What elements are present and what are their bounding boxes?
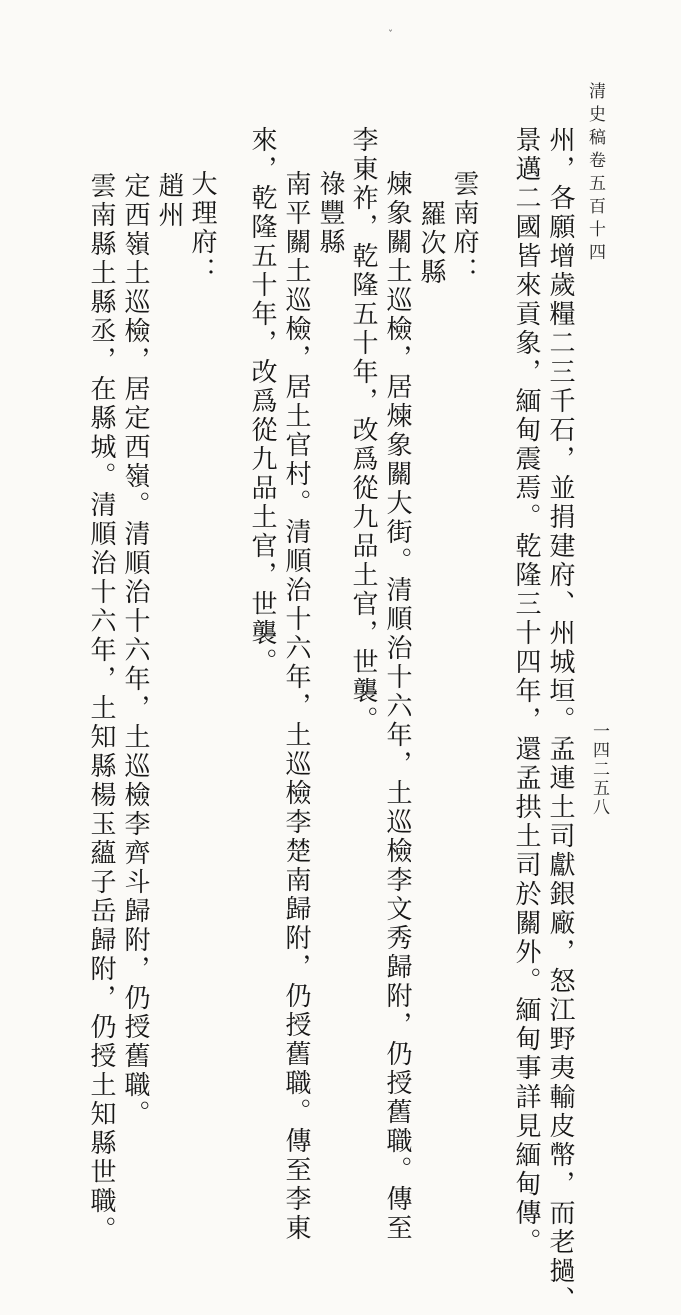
- text-column-1: 州，各願增歲糧二三千石，並捐建府、州城垣。孟連土司獻銀廠，怒江野夷輸皮幣，而老撾、: [545, 126, 575, 1315]
- text-column-13: 雲南縣土縣丞，在縣城。清順治十六年，土知縣楊玉蘊子岳歸附，仍授土知縣世職。: [86, 172, 116, 1245]
- section-heading-dali-fu: 大理府：: [187, 170, 217, 286]
- stray-mark: ˇ: [388, 30, 393, 41]
- text-column-9: 來，乾隆五十年，改爲從九品土官，世襲。: [247, 126, 277, 677]
- county-heading-zhaozhou: 趙州: [154, 172, 184, 230]
- county-heading-luoci: 羅次縣: [416, 200, 446, 287]
- page-number: 一四二五八: [589, 722, 609, 817]
- text-column-6: 李東祚，乾隆五十年，改爲從九品土官，世襲。: [348, 126, 378, 735]
- text-column-5: 煉象關土巡檢，居煉象關大街。清順治十六年，土巡檢李文秀歸附，仍授舊職。傳至: [382, 170, 412, 1243]
- county-heading-lufeng: 祿豐縣: [315, 170, 345, 257]
- running-title: 清史稿卷五百十四: [585, 82, 605, 266]
- text-column-12: 定西嶺土巡檢，居定西嶺。清順治十六年，土巡檢李齊斗歸附，仍授舊職。: [120, 172, 150, 1129]
- section-heading-yunnan-fu: 雲南府：: [449, 170, 479, 286]
- text-column-2: 景邁二國皆來貢象，緬甸震焉。乾隆三十四年，還孟拱土司於關外。緬甸事詳見緬甸傳。: [511, 126, 541, 1257]
- text-column-8: 南平關土巡檢，居土官村。清順治十六年，土巡檢李楚南歸附，仍授舊職。傳至李東: [281, 170, 311, 1243]
